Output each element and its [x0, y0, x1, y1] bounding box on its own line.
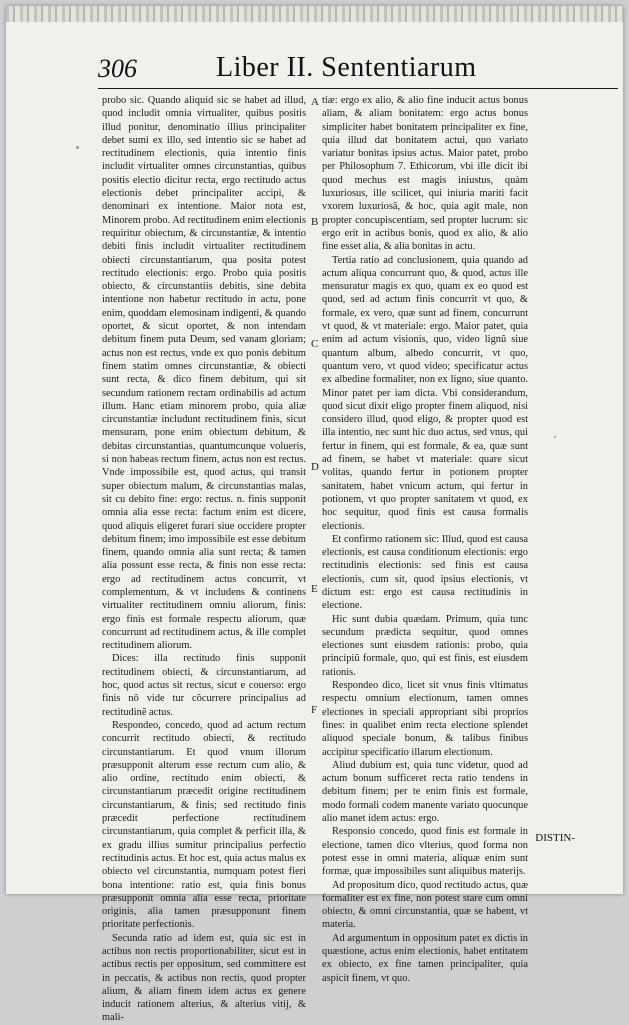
right-column: [322, 94, 528, 985]
right-paragraph: Aliud dubium est, quia tunc videtur, quod ad actum bonum sufficeret recta ratio tendens in debitum finem; per te enim finis est formale, modo formali codem manente variato quocunque alio manet idem actus: ergo.: [322, 759, 528, 825]
catchword: DISTIN-: [535, 832, 575, 844]
right-paragraph: Hic sunt dubia quædam. Primum, quia tunc secundum prædicta sequitur, quod omnes electiones sunt eiusdem rationis: probo, quia principiũ formale, quo, qui est finis, est eiusdem rationis.: [322, 613, 528, 678]
ink-speck: [76, 146, 79, 149]
left-paragraph: Secunda ratio ad idem est, quia sic est in actibus non rectis proportionabiliter, sicut est in actibus rectis per oppositum, sed committere est in peccatis, & actibus non rectis, quod propter alium, & aliam finem idem actus ex genere inducit rationem alterius, & alterius vitij, & mali-: [102, 932, 306, 1024]
right-paragraph: Respondeo dico, licet sit vnus finis vltimatus respectu omnium electionum, tamen omnes electiones in speciali appropriant sibi proprios fines: in qualibet enim recta electione splendet aliquod speciale bonum, & talibus finibus accipitur specificatio illarum electionum.: [322, 680, 528, 758]
page-top-edge: [6, 6, 623, 22]
margin-letter-f: F: [311, 704, 318, 716]
left-paragraph: Dices: illa rectitudo finis supponit rectitudinem obiecti, & circunstantiarum, ad hoc, quod actus sit rectus, sicut e couerso: ergo finis nõ vide tur cõcurrere principalius ad rectitudinẽ actus.: [102, 653, 306, 718]
right-paragraph: Et confirmo rationem sic: Illud, quod est causa electionis, est causa conditionum electionis: ergo rectitudinis electionis: sed finis est causa electionis, cum sit, quod ipsius electionis, vt dictum est: ergo est causa rectitudinis in electione.: [322, 533, 528, 612]
folio-number: 306: [98, 54, 137, 83]
left-column: [102, 94, 306, 1025]
right-paragraph: Responsio concedo, quod finis est formale in electione, tamen dico vlterius, quod forma non potest esse in omni materia, aliquæ enim sunt formæ, quæ impossibiles sunt aliquibus materijs.: [322, 826, 528, 878]
right-paragraph: Ad propositum dico, quod rectitudo actus, quæ formaliter est ex fine, non potest stare cum omni obiecto, & omni circunstantia, quæ se habent, vt materia.: [322, 879, 528, 931]
margin-letter-e: E: [311, 583, 318, 595]
book-page: [6, 6, 623, 1024]
left-paragraph: Respondeo, concedo, quod ad actum rectum concurrit rectitudo obiecti, & rectitudo circunstantiarum. Et quod vnum illorum præsupponit alterum esse rectum cum alio, & alio ordine, rectitudo enim obiecti, & circunstantiarum præcedit origine rectitudinem circunstantiarum, & finis; sed rectitudo finis præcedit perfectione rectitudinem circunstantiarum, quia complet & perficit illa, & ex gradu illius sumitur principalius perfectio rectitudinis actus. Et hoc est, quia actus malus ex obiecto vel circunstantia, numquam potest fieri bona intentione: ratio est, quia finis bonus præsupponit omnia alia esse recta, prioritate originis, alia tamen præsupponunt finem prioritate perfectionis.: [102, 719, 306, 931]
running-head: [98, 28, 618, 89]
ink-speck: [554, 436, 556, 438]
margin-letter-a: A: [311, 96, 319, 108]
margin-letter-d: D: [311, 461, 319, 473]
margin-letter-b: B: [311, 216, 319, 228]
right-paragraph: tiæ: ergo ex alio, & alio fine inducit actus bonus aliam, & aliam bonitatem: ergo actus bonus simpliciter habet bonitatem principaliter ex fine, quia illud dat bonitatem actui, quo variato variatur bonitas ipsius actus. Maior patet, probo per Philosophum 7. Ethicorum, vbi ille dicit ibi quod mechus est magis iniustus, quàm luxuriosus, ille scilicet, qui iniuria mariti facit vxorem luxuriosã, & hoc, quia agit male, non propter concupiscentiam, sed propter lucrum: sic ergo erit in actibus bonis, quod ex alio, & alio fine esset alia, & alia bonitas in actu.: [322, 95, 528, 253]
left-paragraph: probo sic. Quando aliquid sic se habet ad illud, quod includit omnia virtualiter, quibus positis illud ponitur, denominatio illius principaliter debet sumi ex illo, sed intentio sic se habet ad rectitudinem electionis, quia intentio finis includit virtualiter omnes circunstantias, quibus positis electio dicitur recta, ergo rectitudo actus electionis debet principaliter accipi, & denominari ex intentione. Maior nota est, Minorem probo. Ad rectitudinem enim electionis requiritur obiectum, & circunstantiæ, & intentio debiti finis includit virtualiter rectitudinem obiecti circunstantiarum, qua posita potest rectitudo electionis: ergo. Probo quia positis obiecto, & circunstantiis debitis, sine debita intentione non habetur rectitudo in actu, pone enim, quoddam elemosinam indigenti, & quando oportet, & sicut oportet, & non intendam debitum finem puta Deum, sed vanam gloriam; actus non est rectus, vnde ex quo ponis debitum finem statim omnes circunstantiæ, & obiecti sunt recta, & dico finem debitum, qui sit secundum rationem rectam ordinabilis ad actum illum. Hanc etiam minorem probo, quia aliæ circunstantiæ includunt rectitudinem finis, sicut mensuram, pone enim obiectum debitum, & debitas circunstantias, quantumcunque volueris, si non habeas rectum finem, actus non est rectus. Vnde impossibile est, quod actus, qui transit super obiectum malum, & circunstantias malas, sit cu debito fine: ergo: rectus. n. finis supponit omnia alia esse recta: factum enim est dicere, quod aliquis eligeret furari siue occidere propter debitum finem; imo impossibile est esse debitum finem, quando omnia alia sunt recta; & tamen alia possunt esse recta, & finis non esse recta: ergo ad rectitudinem actus concurrit, vt complementum, & vt includens & continens virtualiter rectitudinem omniu aliorum, finis: ergo finis est formale respectu aliorum, quæ concurrunt ad rectitudinem actus, & ille complet rectitudinem aliorum.: [102, 95, 306, 652]
running-title: Liber II. Sententiarum: [216, 52, 477, 83]
margin-letter-c: C: [311, 338, 319, 350]
right-paragraph: Ad argumentum in oppositum patet ex dictis in quæstione, actus enim electionis, habet entitatem ex obiecto, ex fine tamen principaliter, quia aspicit finem, vt quo.: [322, 932, 528, 984]
right-paragraph: Tertia ratio ad conclusionem, quia quando ad actum aliqua concurrunt quo, & quod, actus ille mensuratur magis ex quo, quam ex eo quod est quod, sed ad actum finis concurrit vt quo, & formale, ex vero, quæ sunt ad finem, concurrunt vt quod, & vt materiale: ergo. Maior patet, quia enim ad actum visionis, quo, video lignũ siue quantum album, albedo concurrit, vt quo, quantum vero, vt quod video; specificatur actus ex albedine formaliter, non ex ligno, siue quanto. Minor patet per iam dicta. Vbi considerandum, quod sicut dixit eligo propter finem aliquod, nisi considero illud, quod eligo, & propter quod est illa intentio, nec sunt hic duo actus, sed vnus, qui fertur in finem, qui est formale, & ea, quæ sunt ad finem, se habet vt materiale: quare sicut volitas, quando fertur in potionem propter sanitatem, habet vnicum actum, qui fertur in potionem, vt quo propter sanitatem vt quod, ex hoc sequitur, quod finis est causa formalis electionis.: [322, 254, 528, 532]
